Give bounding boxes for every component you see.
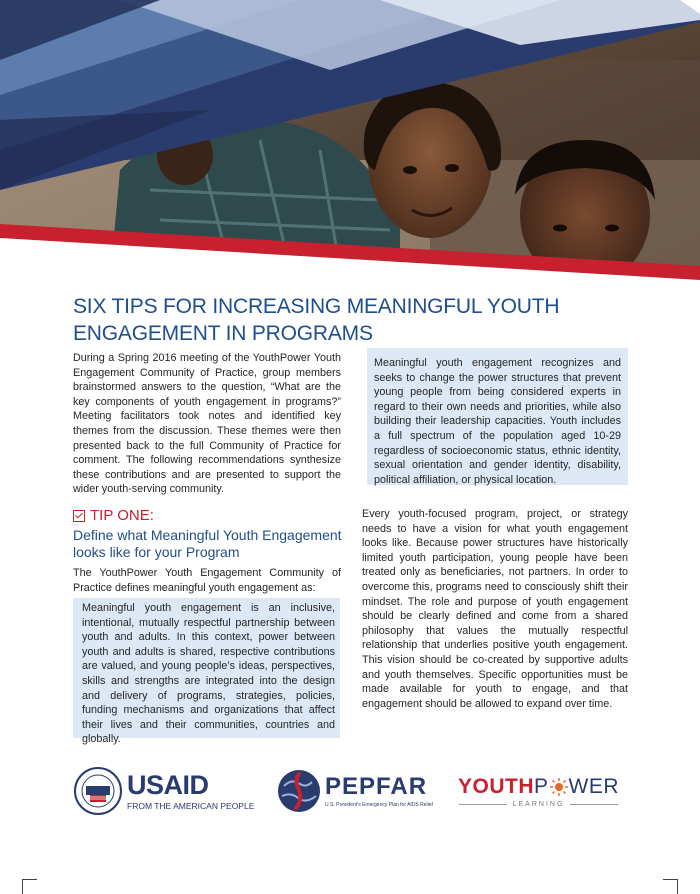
crop-mark-bottom-left	[22, 879, 37, 894]
hero-illustration	[0, 0, 700, 280]
tagline-rule-right	[570, 804, 618, 805]
pepfar-name: PEPFAR	[325, 773, 428, 800]
definition-box	[73, 598, 340, 746]
page-title: SIX TIPS FOR INCREASING MEANINGFUL YOUTH ENGAGEMENT IN PROGRAMS	[73, 295, 560, 345]
usaid-tagline: FROM THE AMERICAN PEOPLE	[127, 801, 255, 811]
intro-paragraph: During a Spring 2016 meeting of the YouthPower Youth Engagement Community of Practice, group members brainstormed answers to the question, “What are the key components of youth engagement in programs?” Meeting facilitators took notes and identified key themes from the discussion. These themes were then presented back to the full Community of Practice for comment. The following recommendations synthesize these contributions and are presented to support the wider youth-serving community.	[73, 352, 341, 496]
youthpower-wordmark	[458, 776, 619, 798]
usaid-wordmark	[127, 771, 254, 799]
hero-banner	[0, 0, 700, 280]
youthpower-name-a: YOUTH	[458, 775, 534, 798]
pepfar-tagline: U.S. President's Emergency Plan for AIDS Relief	[325, 802, 433, 808]
pepfar-globe-icon	[276, 768, 322, 814]
usaid-seal-icon	[73, 766, 123, 816]
checkbox-icon	[73, 510, 85, 522]
pepfar-logo	[276, 768, 433, 814]
body-paragraph: Every youth-focused program, project, or strategy needs to have a vision for what youth engagement looks like. Because power structures have historically limited youth participation, young people have been treated only as beneficiaries, not partners. In order to overcome this, programs need to consciously shift their mindset. The role and purpose of youth engagement should be clearly defined and come from a shared philosophy that values the mutually respectful relationship that underlies positive youth engagement. This vision should be co-created by supportive adults and youth themselves. Specific opportunities must be made available for youth to engage, and that engagement should be allowed to expand over time.	[362, 508, 628, 710]
youthpower-name-c: WER	[568, 775, 620, 798]
usaid-logo	[73, 766, 254, 816]
callout-box	[367, 348, 628, 485]
sun-icon	[550, 778, 568, 796]
definition-text: Meaningful youth engagement is an inclusive, intentional, mutually respectful partnership between youth and adults. In this context, power between youth and adults is shared, respective contributions are valued, and young people’s ideas, perspectives, skills and strengths are integrated into the design and delivery of programs, strategies, policies, funding mechanisms and organizations that affect their lives and their communities, countries and globally.	[82, 602, 335, 746]
usaid-name: USAID	[127, 770, 209, 800]
callout-text: Meaningful youth engagement recognizes and seeks to change the power structures that prevent young people from being considered experts in regard to their own needs and priorities, while also building their leadership capacities. Youth includes a full spectrum of the population aged 10-29 regardless of socioeconomic status, ethnic identity, sexual orientation and gender identity, disability, political affiliation, or physical location.	[374, 357, 621, 486]
youthpower-name-b: P	[534, 775, 549, 798]
youthpower-logo	[458, 776, 619, 808]
tip-one-label-text: TIP ONE:	[90, 507, 154, 524]
crop-mark-bottom-right	[663, 879, 678, 894]
tagline-rule-left	[459, 804, 507, 805]
youthpower-tagline: LEARNING	[512, 801, 565, 808]
tip-one-heading: Define what Meaningful Youth Engagement looks like for your Program	[73, 527, 342, 560]
youthpower-tagline-row	[459, 801, 619, 808]
tip-one-lead: The YouthPower Youth Engagement Community of Practice defines meaningful youth engagement as:	[73, 567, 341, 594]
tip-one-label	[73, 507, 154, 524]
